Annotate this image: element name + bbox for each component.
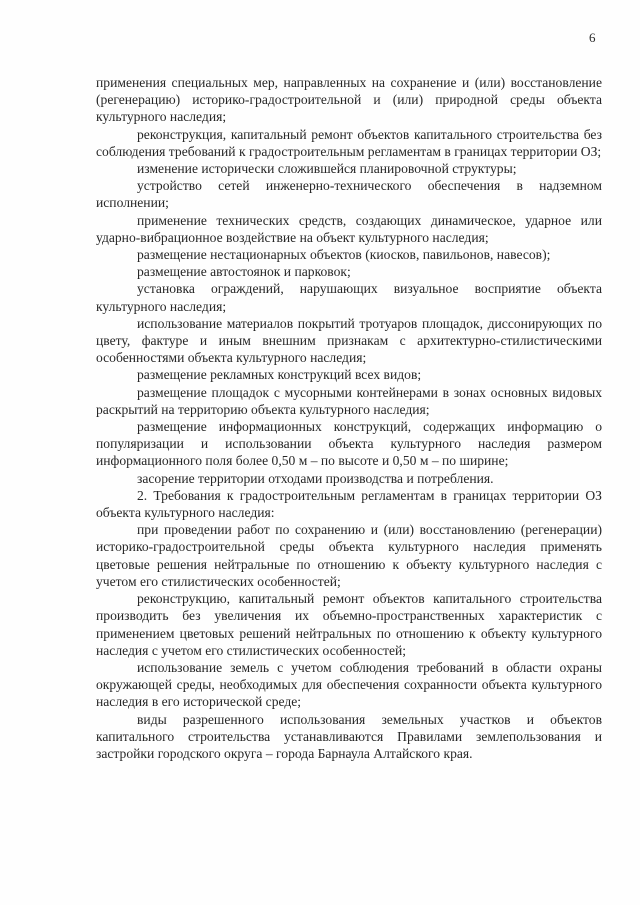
paragraph: размещение информационных конструкций, содержащих информацию о популяризации и использовании объекта культурного наследия размером информационного поля более 0,50 м – по высоте и 0,50 м – по ширине;	[96, 419, 602, 469]
paragraph: изменение исторически сложившейся планировочной структуры;	[137, 161, 517, 177]
paragraph: реконструкцию, капитальный ремонт объектов капитального строительства производить без увеличения их объемно-пространственных характеристик с применением цветовых решений нейтральных по отношению к объекту культурного наследия с учетом его стилистических особенностей;	[96, 591, 602, 658]
paragraph: устройство сетей инженерно-технического обеспечения в надземном исполнении;	[96, 178, 602, 211]
paragraph: размещение рекламных конструкций всех видов;	[137, 367, 422, 383]
section-heading: 2. Требования к градостроительным регламентам в границах территории ОЗ объекта культурного наследия:	[96, 487, 602, 521]
paragraph: при проведении работ по сохранению и (или) восстановлению (регенерации) историко-градостроительной среды объекта культурного наследия применять цветовые решения нейтральные по отношению к объекту культурного наследия с учетом его стилистических особенностей;	[96, 522, 602, 589]
paragraph: виды разрешенного использования земельных участков и объектов капитального строительства устанавливаются Правилами землепользования и застройки городского округа – города Барнаула Алтайского края.	[96, 711, 602, 761]
paragraph: применение технических средств, создающих динамическое, ударное или ударно-вибрационное воздействие на объект культурного наследия;	[96, 212, 602, 245]
paragraph: использование земель с учетом соблюдения требований в области охраны окружающей среды, необходимых для обеспечения сохранности объекта культурного наследия в его исторической среде;	[96, 659, 602, 710]
paragraph: размещение площадок с мусорными контейнерами в зонах основных видовых раскрытий на территорию объекта культурного наследия;	[96, 384, 602, 417]
document-body	[96, 74, 602, 762]
paragraph: размещение нестационарных объектов (киосков, павильонов, навесов);	[137, 247, 551, 263]
paragraph: размещение автостоянок и парковок;	[137, 264, 351, 280]
paragraph: реконструкция, капитальный ремонт объектов капитального строительства без соблюдения требований к градостроительным регламентам в границах территории ОЗ;	[96, 126, 602, 159]
paragraph: установка ограждений, нарушающих визуальное восприятие объекта культурного наследия;	[96, 281, 602, 314]
paragraph: засорение территории отходами производства и потребления.	[137, 470, 494, 486]
paragraph: использование материалов покрытий тротуаров площадок, диссонирующих по цвету, фактуре и иным внешним признакам с архитектурно-стилистическими особенностями объекта культурного наследия;	[96, 315, 602, 366]
page-number: 6	[589, 30, 596, 45]
paragraph: применения специальных мер, направленных на сохранение и (или) восстановление (регенерацию) историко-градостроительной и (или) природной среды объекта культурного наследия;	[96, 75, 602, 125]
